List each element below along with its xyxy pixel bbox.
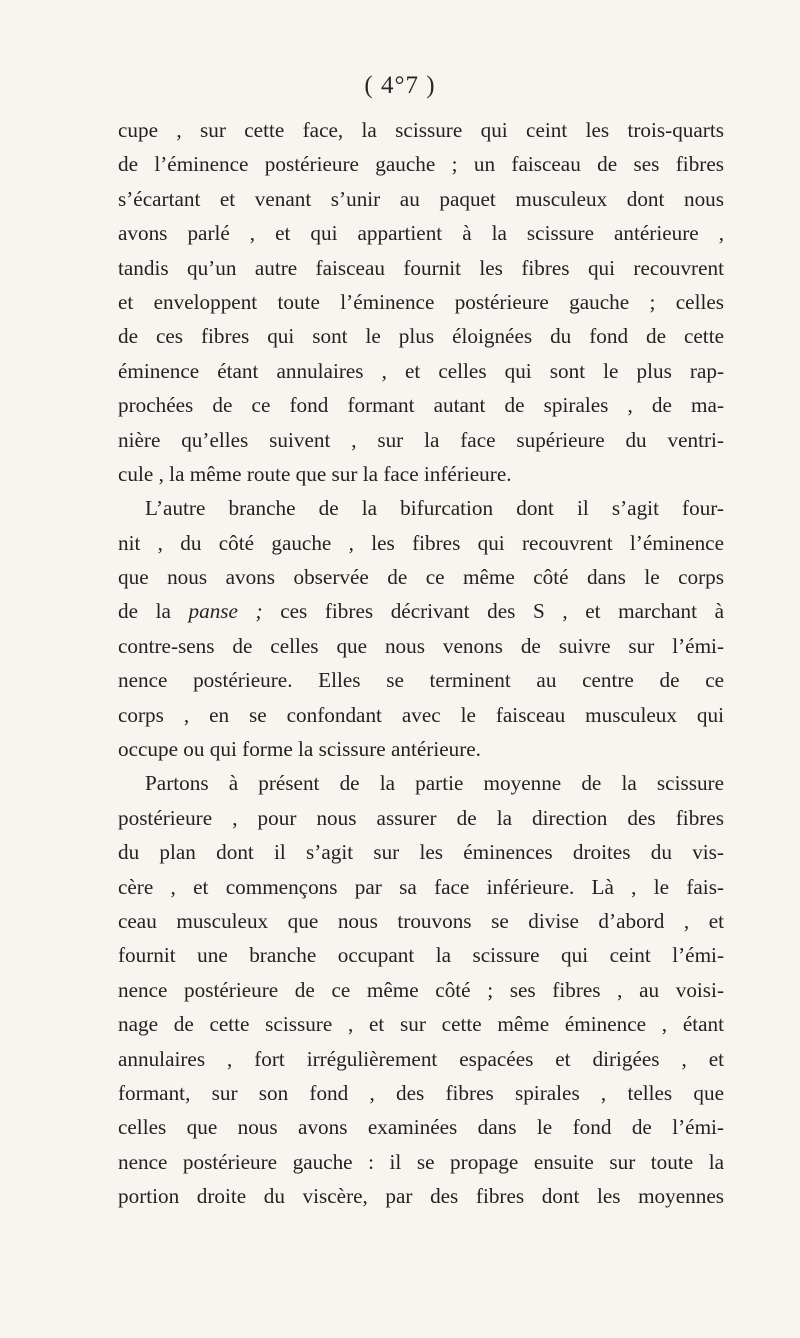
text-line: nage de cette scissure , et sur cette même éminence , étant bbox=[118, 1012, 724, 1037]
text-line: éminence étant annulaires , et celles qui sont le plus rap- bbox=[118, 358, 724, 383]
text-line: de l’éminence postérieure gauche ; un faisceau de ses fibres bbox=[118, 152, 724, 177]
text-line: tandis qu’un autre faisceau fournit les fibres qui recouvrent bbox=[118, 255, 724, 280]
paragraph-end-line: cule , la même route que sur la face inférieure. bbox=[118, 461, 512, 486]
text-line: nit , du côté gauche , les fibres qui recouvrent l’éminence bbox=[118, 530, 724, 555]
text-line: annulaires , fort irrégulièrement espacées et dirigées , et bbox=[118, 1046, 724, 1071]
text-line: formant, sur son fond , des fibres spirales , telles que bbox=[118, 1080, 724, 1105]
text-line: portion droite du viscère, par des fibres dont les moyennes bbox=[118, 1184, 724, 1209]
text-line-with-italic bbox=[118, 594, 724, 628]
body-text bbox=[118, 113, 724, 1214]
italic-term: panse ; bbox=[188, 599, 263, 624]
paragraph-start-line: Partons à présent de la partie moyenne de la scissure bbox=[145, 771, 724, 796]
text-line: nence postérieure de ce même côté ; ses fibres , au voisi- bbox=[118, 977, 724, 1002]
page-number: ( 4°7 ) bbox=[364, 72, 436, 99]
text-line: et enveloppent toute l’éminence postérieure gauche ; celles bbox=[118, 289, 724, 314]
text-line: corps , en se confondant avec le faisceau musculeux qui bbox=[118, 702, 724, 727]
text-line: s’écartant et venant s’unir au paquet musculeux dont nous bbox=[118, 186, 724, 211]
text-line: avons parlé , et qui appartient à la scissure antérieure , bbox=[118, 221, 724, 246]
text-line: fournit une branche occupant la scissure qui ceint l’émi- bbox=[118, 943, 724, 968]
text-segment: de la bbox=[118, 599, 189, 624]
text-line: contre-sens de celles que nous venons de suivre sur l’émi- bbox=[118, 633, 724, 658]
text-line: cère , et commençons par sa face inférieure. Là , le fais- bbox=[118, 874, 724, 899]
text-line: du plan dont il s’agit sur les éminences droites du vis- bbox=[118, 840, 724, 865]
text-line: nence postérieure gauche : il se propage ensuite sur toute la bbox=[118, 1149, 724, 1174]
text-line: de ces fibres qui sont le plus éloignées du fond de cette bbox=[118, 324, 724, 349]
text-line: que nous avons observée de ce même côté dans le corps bbox=[118, 565, 724, 590]
text-line: prochées de ce fond formant autant de spirales , de ma- bbox=[118, 393, 724, 418]
paragraph-start-line: L’autre branche de la bifurcation dont il s’agit four- bbox=[145, 496, 724, 521]
text-line: cupe , sur cette face, la scissure qui ceint les trois-quarts bbox=[118, 118, 724, 142]
text-line: postérieure , pour nous assurer de la direction des fibres bbox=[118, 805, 724, 830]
text-line: celles que nous avons examinées dans le fond de l’émi- bbox=[118, 1115, 724, 1140]
text-line: nence postérieure. Elles se terminent au centre de ce bbox=[118, 668, 724, 693]
text-segment: ces fibres décrivant des S , et marchant à bbox=[262, 599, 724, 624]
text-line: ceau musculeux que nous trouvons se divise d’abord , et bbox=[118, 908, 724, 933]
paragraph-end-line: occupe ou qui forme la scissure antérieure. bbox=[118, 737, 481, 762]
text-line: nière qu’elles suivent , sur la face supérieure du ventri- bbox=[118, 427, 724, 452]
